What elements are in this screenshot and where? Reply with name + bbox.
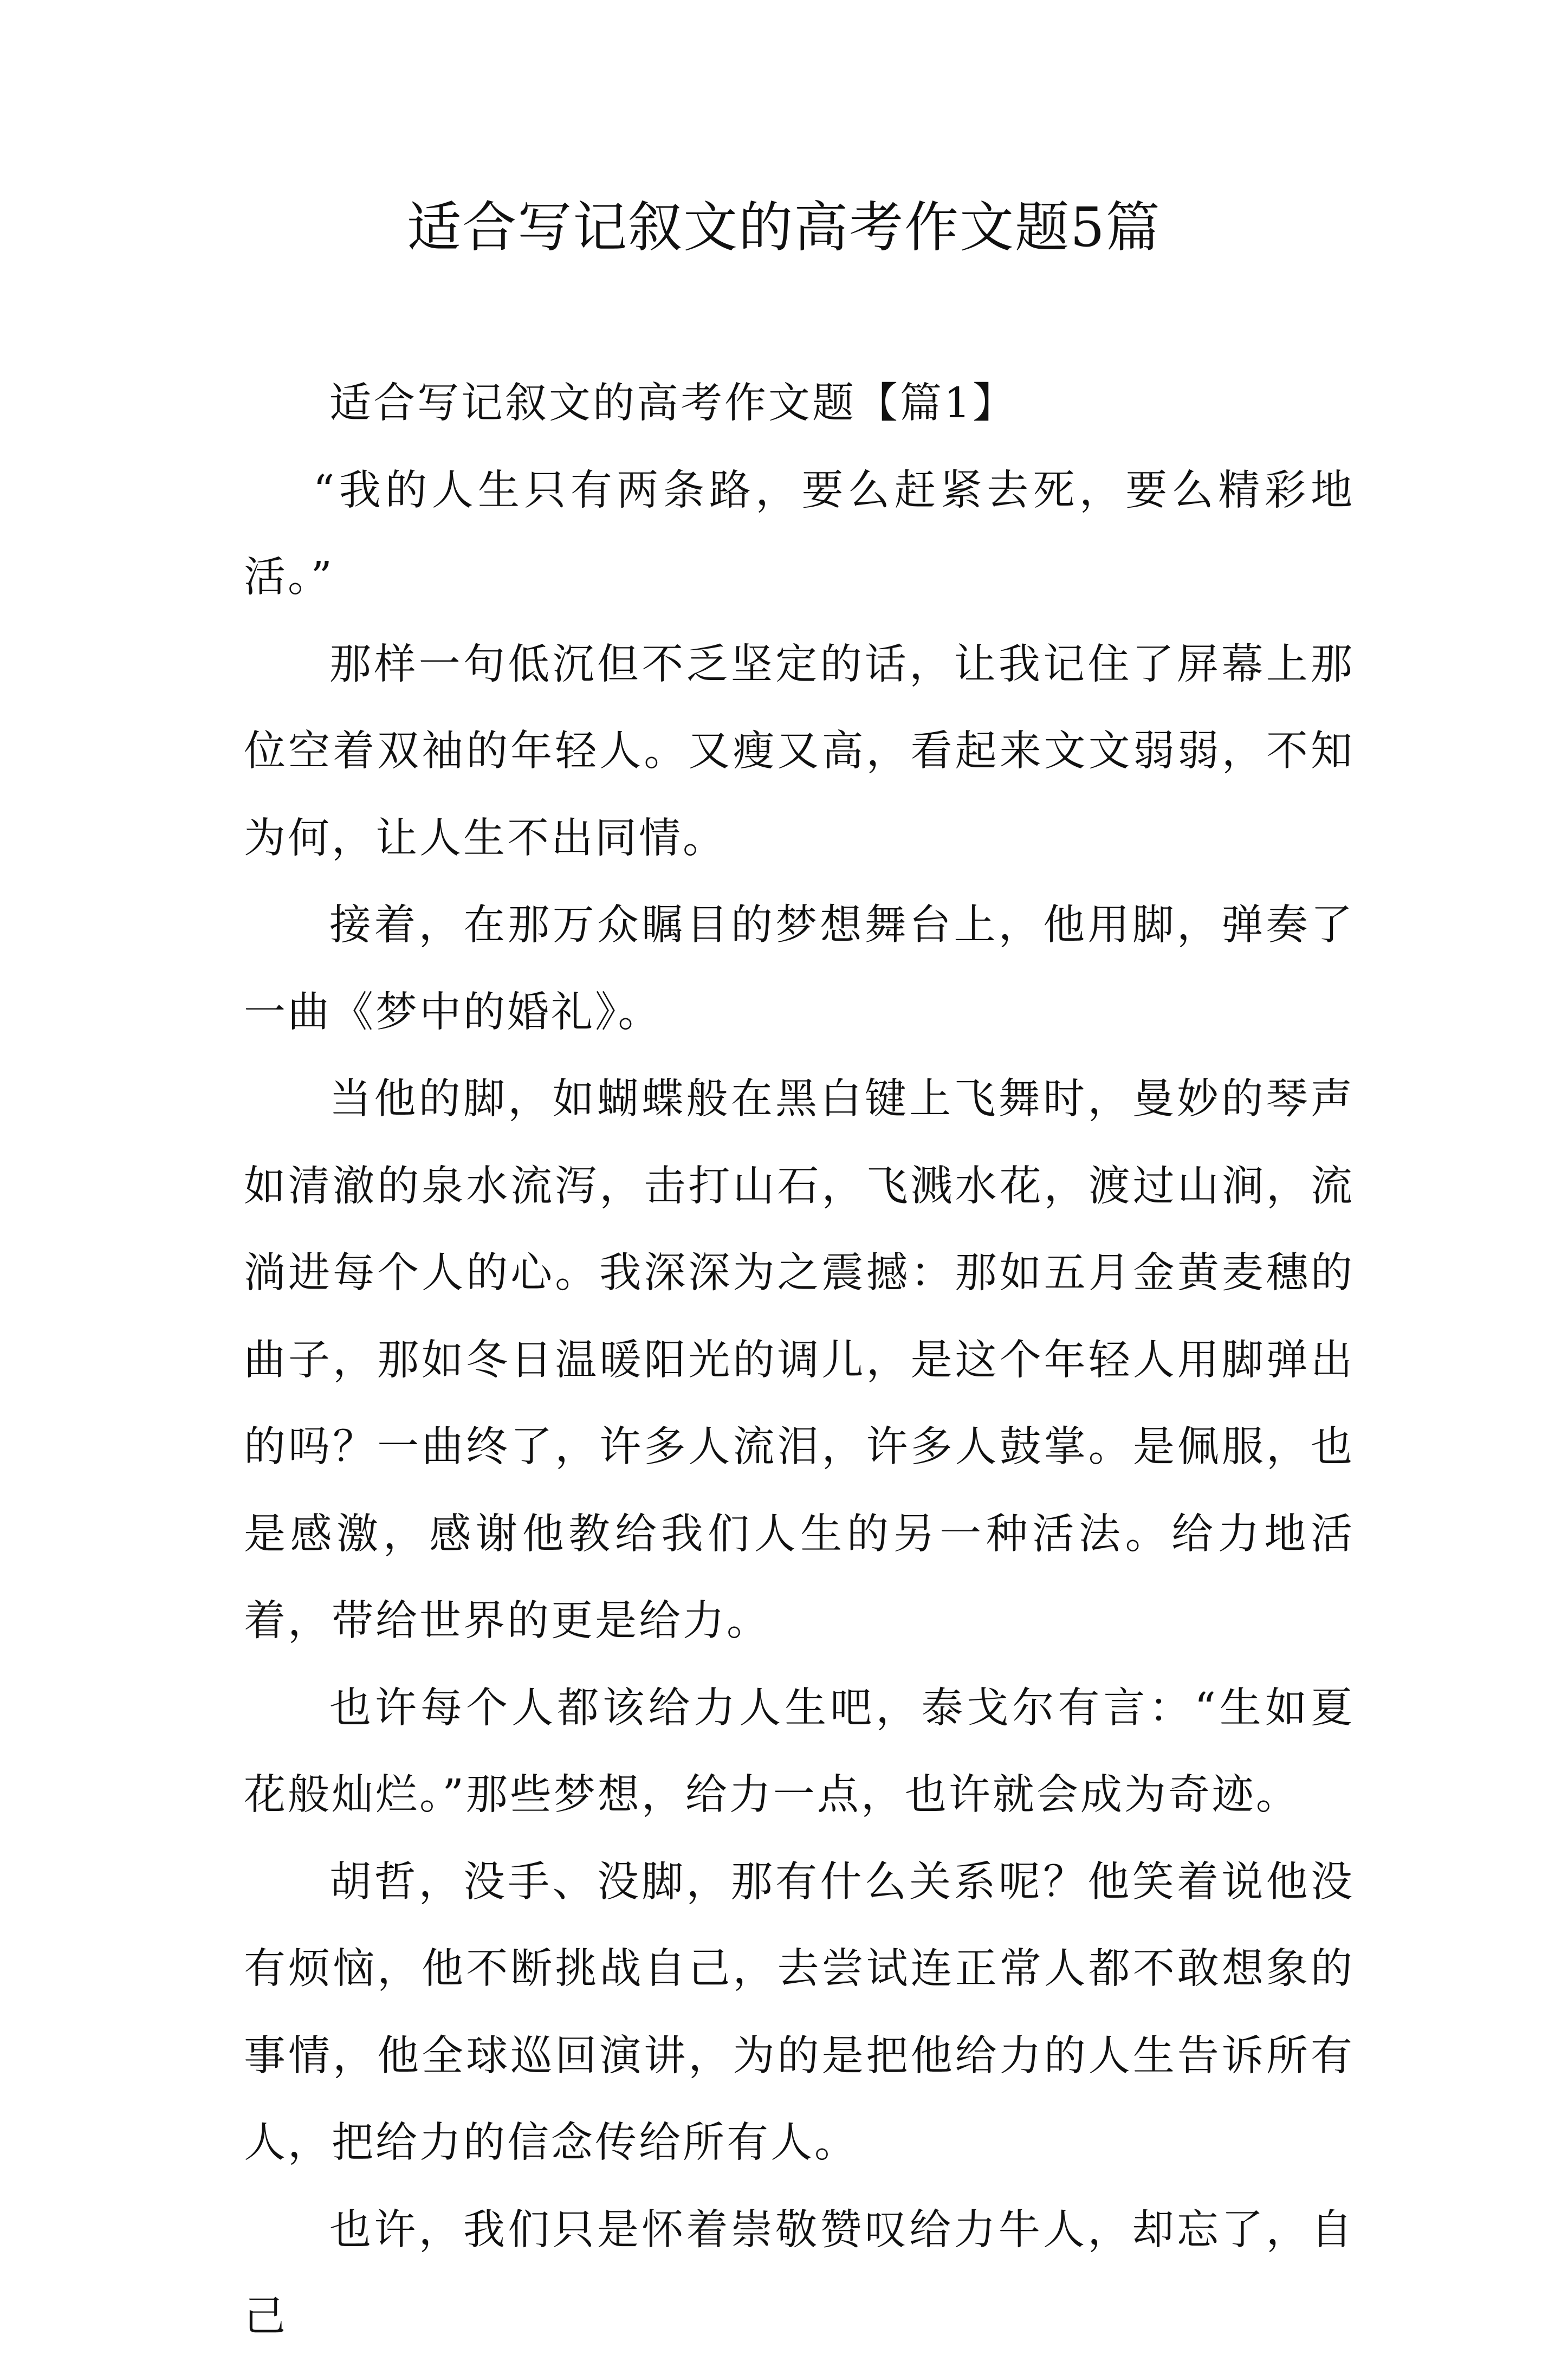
section-heading: 适合写记叙文的高考作文题【篇1】 [329, 379, 1016, 428]
document-title: 适合写记叙文的高考作文题5篇 [407, 196, 1161, 259]
paragraph: 胡哲，没手、没脚，那有什么关系呢？他笑着说他没有烦恼，他不断挑战自己，去尝试连正常人都不敢想象的事情，他全球巡回演讲，为的是把他给力的人生告诉所有人，把给力的信念传给所有人。 [244, 1858, 1355, 2167]
paragraph: “我的人生只有两条路，要么赶紧去死，要么精彩地活。” [244, 466, 1355, 601]
paragraph: 当他的脚，如蝴蝶般在黑白键上飞舞时，曼妙的琴声如清澈的泉水流泻，击打山石，飞溅水花，渡过山涧，流淌进每个人的心。我深深为之震撼：那如五月金黄麦穗的曲子，那如冬日温暖阳光的调儿，是这个年轻人用脚弹出的吗？一曲终了，许多人流泪，许多人鼓掌。是佩服，也是感激，感谢他教给我们人生的另一种活法。给力地活着，带给世界的更是给力。 [244, 1075, 1355, 1645]
paragraph: 接着，在那万众瞩目的梦想舞台上，他用脚，弹奏了一曲《梦中的婚礼》。 [244, 901, 1355, 1037]
paragraph: 也许每个人都该给力人生吧，泰戈尔有言：“生如夏花般灿烂。”那些梦想，给力一点，也许就会成为奇迹。 [244, 1684, 1355, 1819]
document-body [244, 360, 1355, 2361]
paragraph: 也许，我们只是怀着崇敬赞叹给力牛人，却忘了，自己 [244, 2205, 1355, 2341]
paragraph: 那样一句低沉但不乏坚定的话，让我记住了屏幕上那位空着双袖的年轻人。又瘦又高，看起来文文弱弱，不知为何，让人生不出同情。 [244, 640, 1355, 863]
